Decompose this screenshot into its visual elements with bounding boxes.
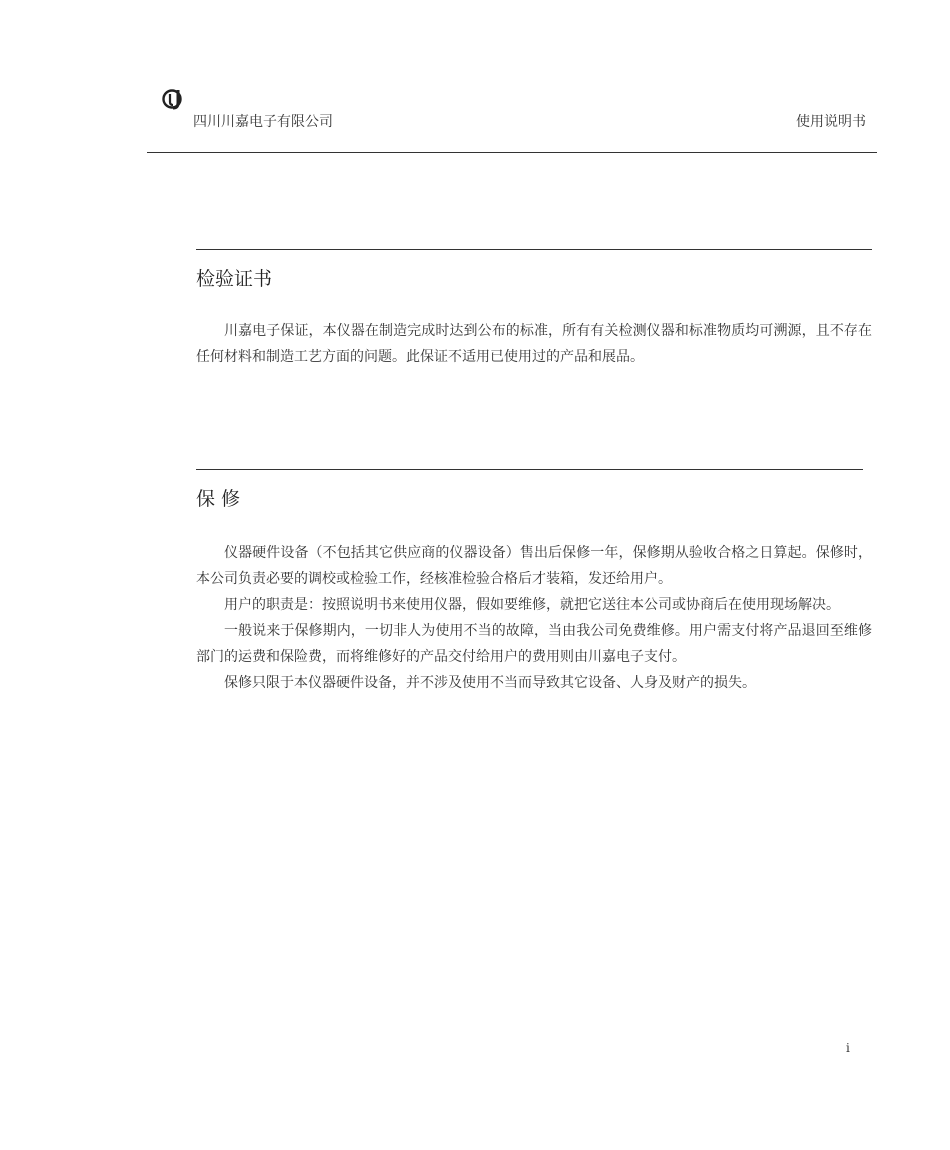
page-number: i	[846, 1041, 850, 1055]
certificate-title: 检验证书	[196, 268, 273, 290]
certificate-body	[196, 318, 872, 370]
company-name: 四川川嘉电子有限公司	[193, 114, 333, 130]
warranty-paragraph: 保修只限于本仪器硬件设备，并不涉及使用不当而导致其它设备、人身及财产的损失。	[224, 675, 756, 691]
header-divider	[147, 152, 877, 153]
warranty-paragraph: 用户的职责是：按照说明书来使用仪器，假如要维修，就把它送往本公司或协商后在使用现场解决。	[224, 597, 840, 613]
warranty-title: 保 修	[196, 488, 241, 510]
certificate-section-divider	[196, 249, 872, 250]
warranty-paragraph: 仪器硬件设备（不包括其它供应商的仪器设备）售出后保修一年，保修期从验收合格之日算起。保修时，本公司负责必要的调校或检验工作，经核准检验合格后才装箱，发还给用户。	[196, 545, 872, 587]
warranty-section-divider	[196, 469, 863, 470]
document-type: 使用说明书	[796, 114, 866, 130]
warranty-body	[196, 540, 872, 696]
company-logo-icon	[162, 88, 188, 110]
warranty-paragraph: 一般说来于保修期内，一切非人为使用不当的故障，当由我公司免费维修。用户需支付将产品退回至维修部门的运费和保险费，而将维修好的产品交付给用户的费用则由川嘉电子支付。	[196, 623, 872, 665]
certificate-paragraph: 川嘉电子保证，本仪器在制造完成时达到公布的标准，所有有关检测仪器和标准物质均可溯源，且不存在任何材料和制造工艺方面的问题。此保证不适用已使用过的产品和展品。	[196, 323, 872, 365]
